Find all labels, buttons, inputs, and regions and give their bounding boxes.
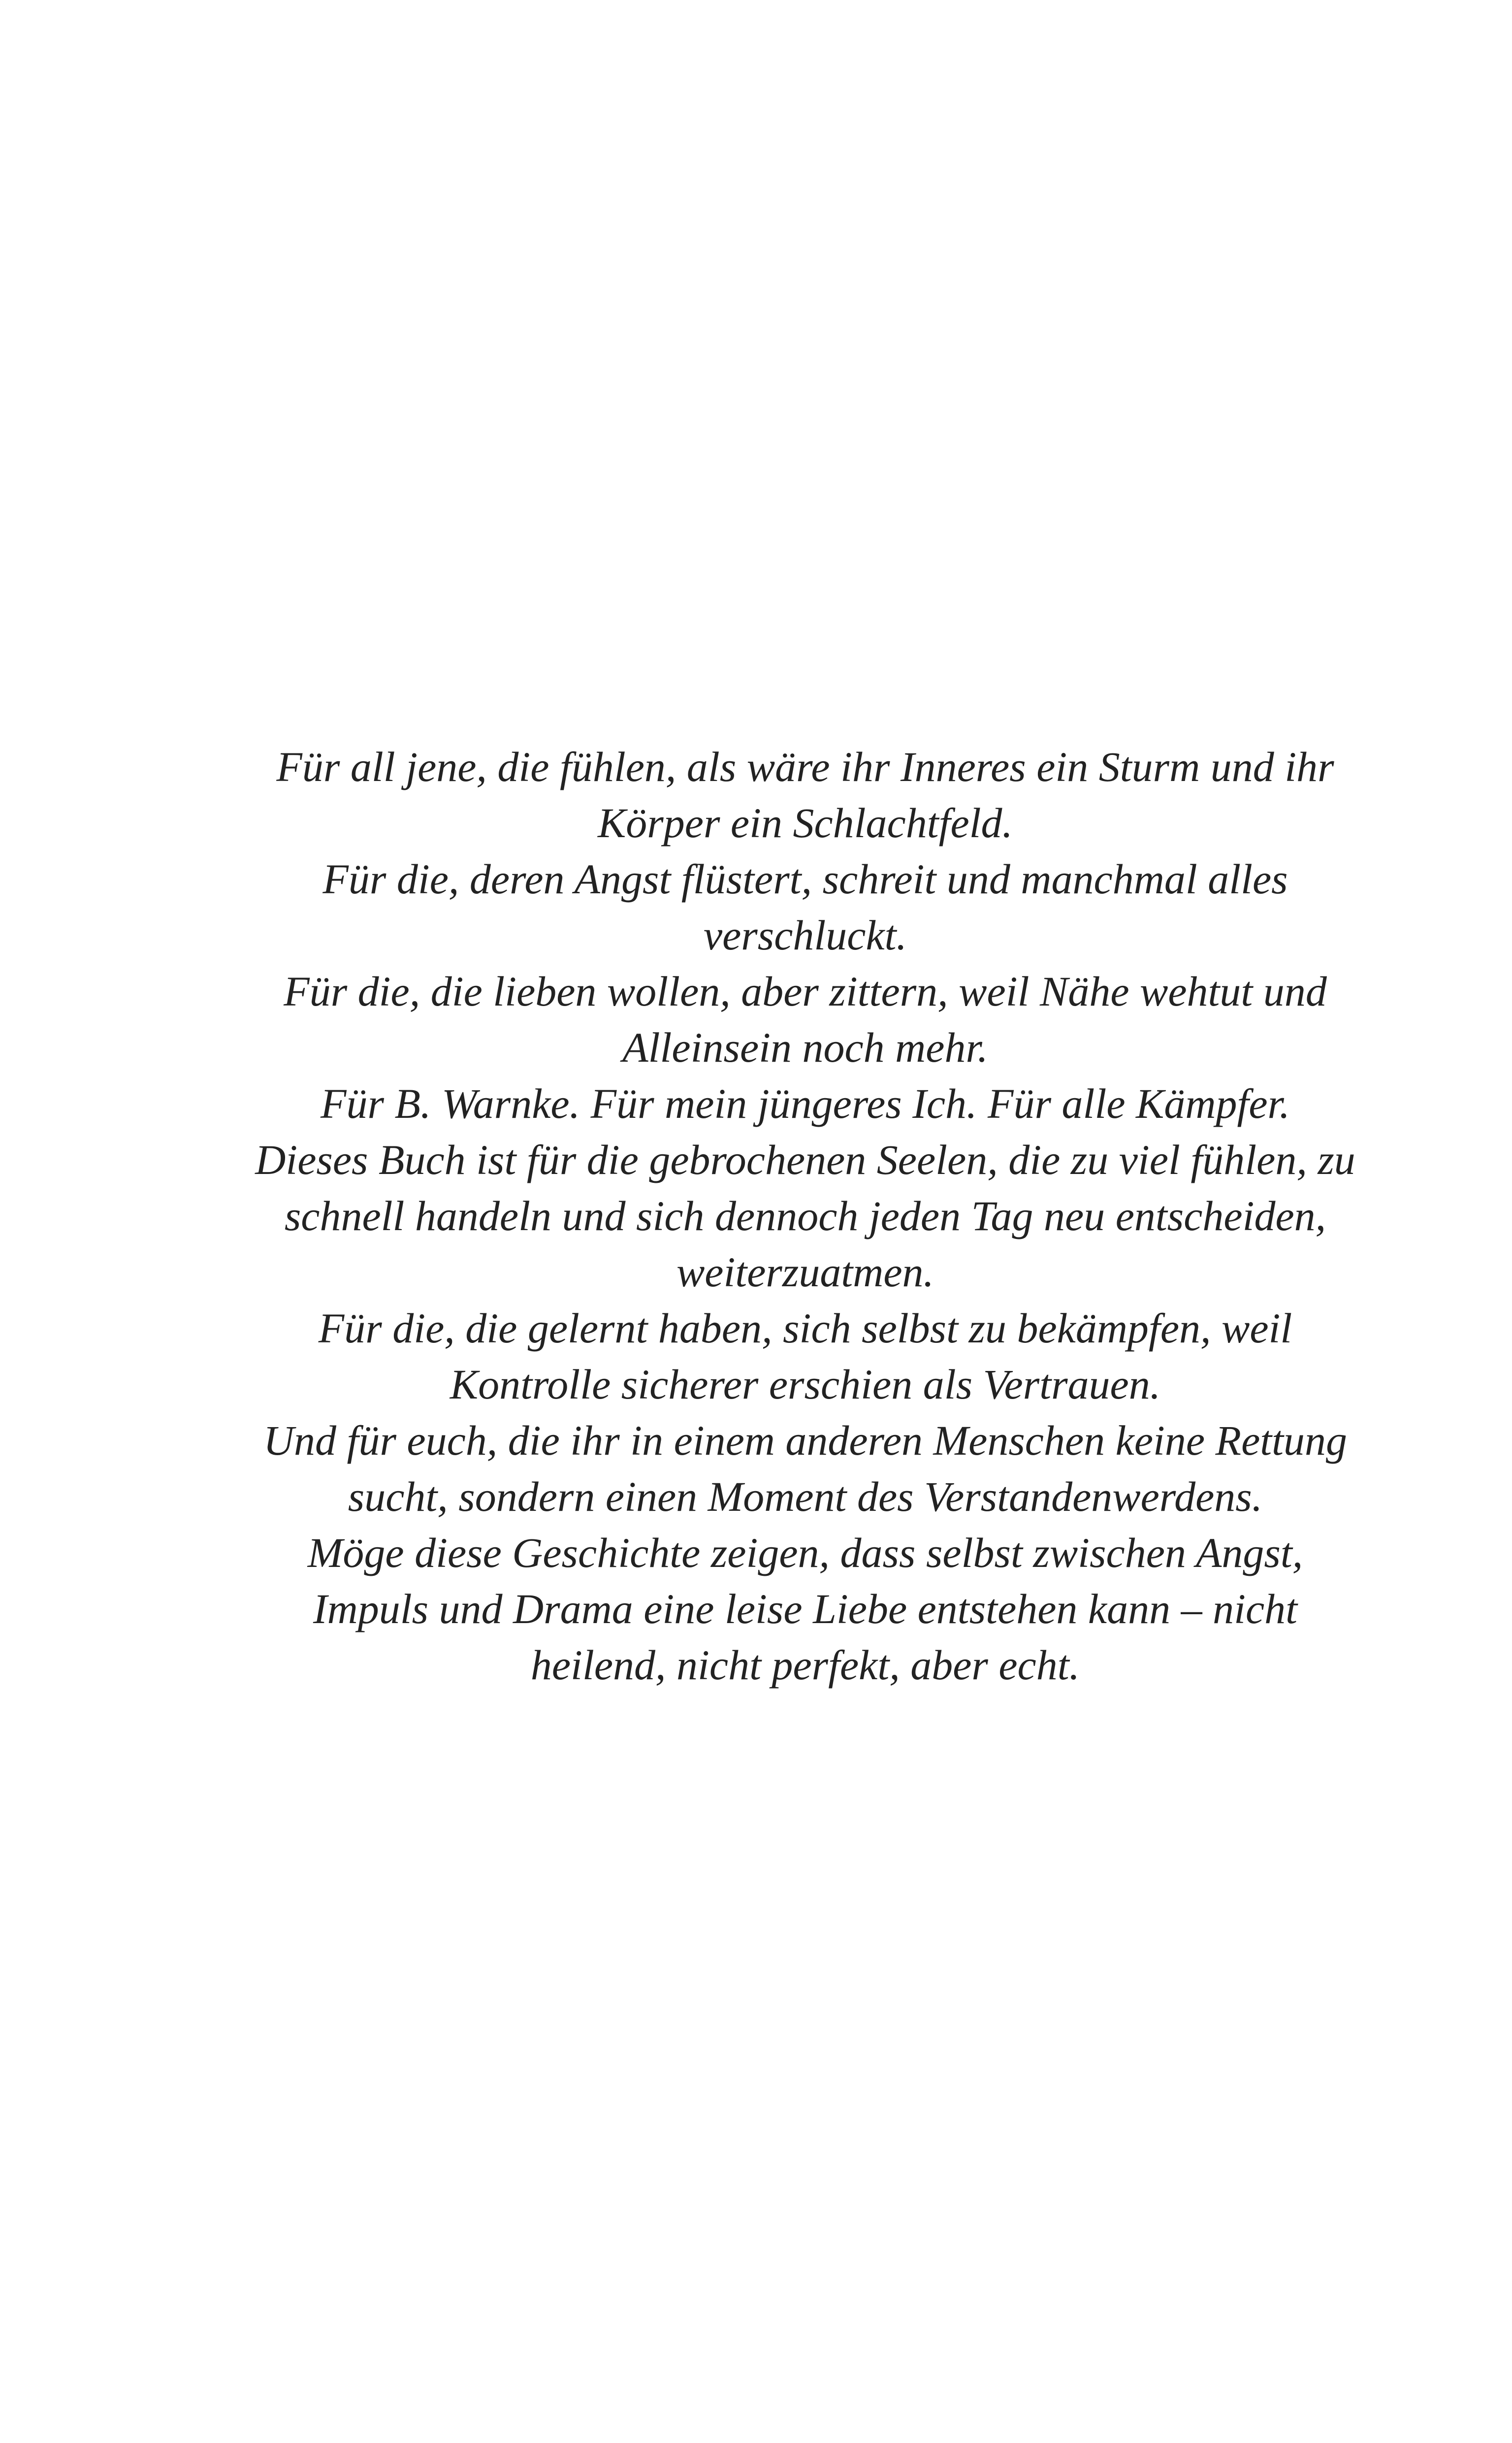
dedication-paragraph: Für die, die gelernt haben, sich selbst zu bekämpfen, weil Kontrolle sicherer erschien als Vertrauen. bbox=[318, 1304, 1292, 1408]
dedication-paragraph: Für B. Warnke. Für mein jüngeres Ich. Für alle Kämpfer. bbox=[321, 1080, 1290, 1127]
dedication-paragraph: Für all jene, die fühlen, als wäre ihr Inneres ein Sturm und ihr Körper ein Schlachtfeld. bbox=[276, 743, 1334, 847]
dedication-paragraph: Für die, deren Angst flüstert, schreit und manchmal alles verschluckt. bbox=[322, 855, 1288, 959]
dedication-paragraph: Und für euch, die ihr in einem anderen Menschen keine Rettung sucht, sondern einen Moment des Verstandenwerdens. bbox=[263, 1417, 1348, 1520]
dedication-paragraph: Für die, die lieben wollen, aber zittern, weil Nähe wehtut und Alleinsein noch mehr. bbox=[284, 968, 1327, 1071]
dedication-text bbox=[246, 739, 1364, 1693]
dedication-paragraph: Dieses Buch ist für die gebrochenen Seelen, die zu viel fühlen, zu schnell handeln und sich dennoch jeden Tag neu entscheiden, weiterzuatmen. bbox=[255, 1136, 1355, 1296]
dedication-paragraph: Möge diese Geschichte zeigen, dass selbst zwischen Angst, Impuls und Drama eine leise Liebe entstehen kann – nicht heilend, nicht perfekt, aber echt. bbox=[307, 1529, 1303, 1689]
